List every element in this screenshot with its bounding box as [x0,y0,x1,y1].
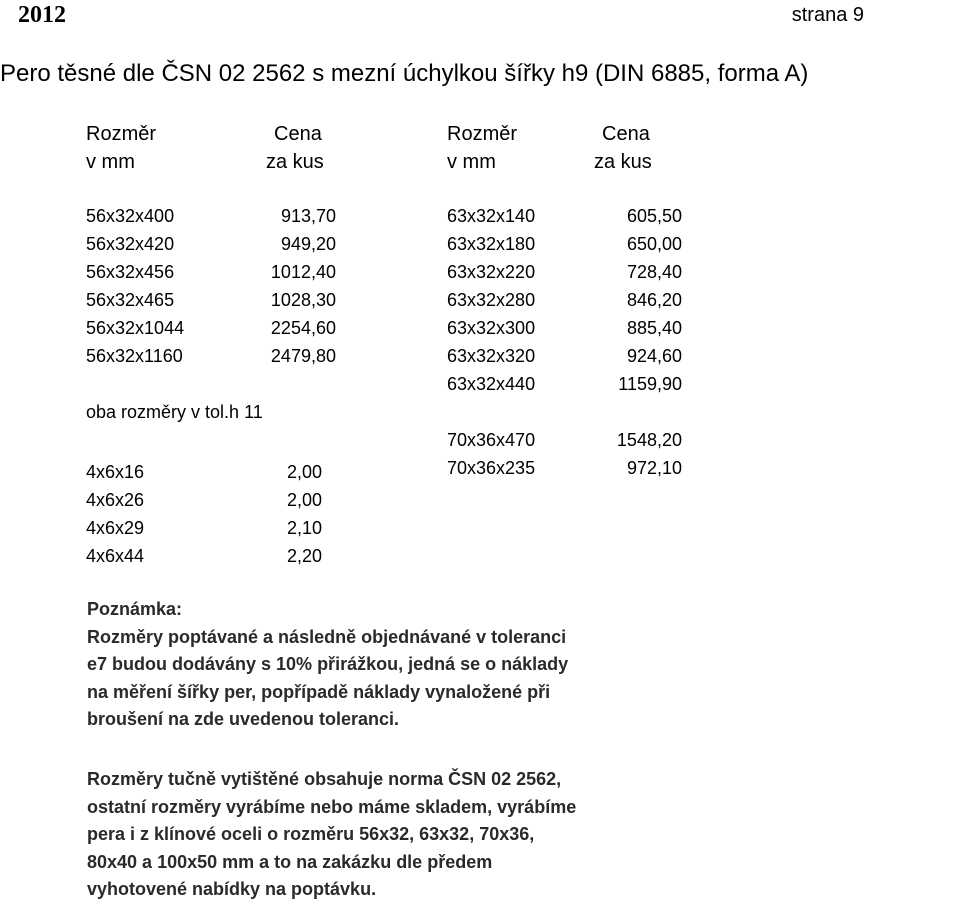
right-price-header: Cena za kus [594,123,652,173]
price-cell: 949,20 [280,234,336,254]
note-line: ostatní rozměry vyrábíme nebo máme skladem, vyrábíme [87,796,577,817]
note-line: e7 budou dodávány s 10% přirážkou, jedná se o náklady [87,654,569,674]
table-row: 63x32x440 [447,374,536,394]
price-cell: 1159,90 [618,374,682,394]
price-cell: 913,70 [280,206,336,226]
note-line: vyhotovené nabídky na poptávku. [87,879,377,899]
table-row: 63x32x180 [447,234,536,254]
price-cell: 650,00 [626,234,682,254]
right-size-header: Rozměr v mm [447,123,518,173]
note-line: Rozměry tučně vytištěné obsahuje norma ČSN 02 2562, [87,769,562,789]
table-row: 4x6x16 2,00 [86,462,322,482]
left-price-header: Cena za kus [266,123,324,173]
right-price-column [560,202,682,482]
year: 2012 [18,2,66,28]
table-row: 56x32x465 [86,290,175,310]
table-row: 4x6x29 2,10 [86,518,322,538]
price-cell: 2479,80 [270,346,336,366]
table-row: 63x32x300 [447,318,536,338]
table-row: 56x32x1044 [86,318,185,338]
tolerance-note: oba rozměry v tol.h 11 [86,402,263,422]
note-line: broušení na zde uvedenou toleranci. [87,709,400,729]
table-row: 70x36x470 [447,430,536,450]
table-row: 63x32x220 [447,262,536,282]
note-line: pera i z klínové oceli o rozměru 56x32, 63x32, 70x36, [87,824,535,844]
left-price-column [230,202,336,370]
price-cell: 2254,60 [270,318,336,338]
table-row: 56x32x1160 [86,346,183,366]
page-number: strana 9 [791,4,864,26]
price-cell: 924,60 [626,346,682,366]
price-cell: 885,40 [626,318,682,338]
table-row: 56x32x400 [86,206,175,226]
small-keys-table [86,458,336,570]
note-line: Rozměry poptávané a následně objednávané v toleranci [87,626,567,647]
price-cell: 1548,20 [616,430,682,450]
table-row: 4x6x26 2,00 [86,490,322,510]
price-cell: 846,20 [626,290,682,310]
standard-note-block [87,766,576,904]
table-row: 63x32x320 [447,346,536,366]
left-size-header: Rozměr v mm [86,123,157,173]
table-row: 70x36x235 [447,458,536,478]
price-cell: 605,50 [626,206,682,226]
table-row: 56x32x456 [86,262,175,282]
table-row: 56x32x420 [86,234,175,254]
price-cell [560,398,682,426]
left-size-column [86,202,246,370]
note-heading: Poznámka: [87,599,183,619]
note-line: 80x40 a 100x50 mm a to na zakázku dle předem [87,851,493,872]
table-row: 63x32x140 [447,206,536,226]
table-row: 4x6x44 2,20 [86,546,322,566]
page-title: Pero těsné dle ČSN 02 2562 s mezní úchylkou šířky h9 (DIN 6885, forma A) [0,60,809,87]
price-cell: 1012,40 [270,262,336,282]
price-cell: 1028,30 [270,290,336,310]
price-cell: 728,40 [626,262,682,282]
table-row: 63x32x280 [447,290,536,310]
note-block [87,596,568,734]
price-cell: 972,10 [626,458,682,478]
note-line: na měření šířky per, popřípadě náklady vynaložené při [87,681,551,702]
